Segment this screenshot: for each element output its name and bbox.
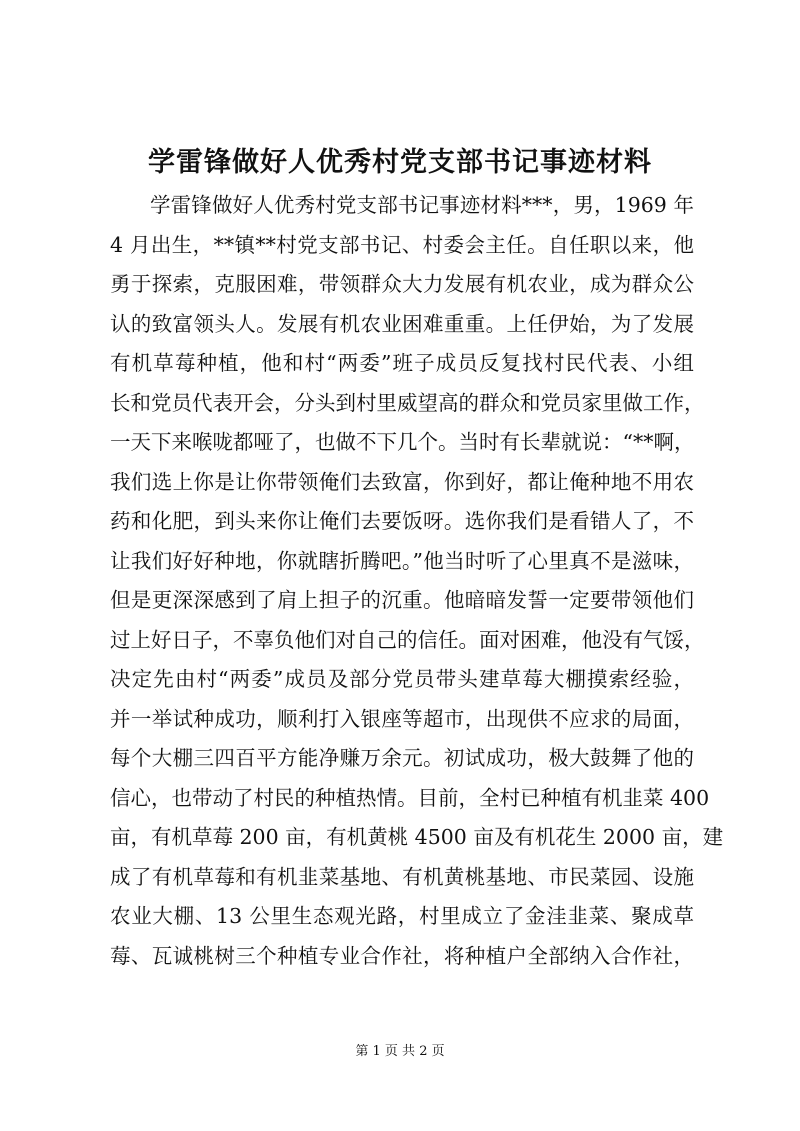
paragraph-line: 让我们好好种地，你就瞎折腾吧。”他当时听了心里真不是滋味，: [110, 548, 694, 573]
document-body: [110, 186, 724, 976]
paragraph-line: 农业大棚、13 公里生态观光路，村里成立了金洼韭菜、聚成草: [110, 904, 694, 928]
paragraph-line: 莓、瓦诚桃树三个种植专业合作社，将种植户全部纳入合作社，: [110, 943, 694, 968]
paragraph-line: 决定先由村“两委”成员及部分党员带头建草莓大棚摸索经验，: [110, 667, 694, 691]
paragraph-line: 认的致富领头人。发展有机农业困难重重。上任伊始，为了发展: [110, 311, 694, 336]
paragraph-line: 有机草莓种植，他和村“两委”班子成员反复找村民代表、小组: [110, 351, 694, 375]
paragraph-line: 信心，也带动了村民的种植热情。目前，全村已种植有机韭菜 400: [110, 785, 710, 810]
paragraph-line: 药和化肥，到头来你让俺们去要饭呀。选你我们是看错人了，不: [110, 509, 694, 533]
paragraph-line: 过上好日子，不辜负他们对自己的信任。面对困难，他没有气馁，: [110, 627, 705, 652]
paragraph-line: 亩，有机草莓 200 亩，有机黄桃 4500 亩及有机花生 2000 亩，建: [110, 825, 724, 849]
page-footer: 第 1 页 共 2 页: [355, 1044, 445, 1059]
paragraph-line: 但是更深深感到了肩上担子的沉重。他暗暗发誓一定要带领他们: [110, 588, 694, 612]
paragraph-line: 长和党员代表开会，分头到村里威望高的群众和党员家里做工作，: [110, 390, 705, 415]
paragraph-line: 成了有机草莓和有机韭菜基地、有机黄桃基地、市民菜园、设施: [110, 864, 694, 889]
paragraph-line: 并一举试种成功，顺利打入银座等超市，出现供不应求的局面，: [110, 706, 694, 731]
paragraph-line: 我们选上你是让你带领俺们去致富，你到好，都让俺种地不用农: [110, 469, 694, 494]
paragraph-line: 一天下来喉咙都哑了，也做不下几个。当时有长辈就说：“**啊，: [110, 430, 695, 454]
paragraph-line: 学雷锋做好人优秀村党支部书记事迹材料***，男，1969 年: [150, 193, 694, 217]
paragraph-line: 每个大棚三四百平方能净赚万余元。初试成功，极大鼓舞了他的: [110, 746, 694, 770]
paragraph-line: 4 月出生，**镇**村党支部书记、村委会主任。自任职以来，他: [110, 232, 694, 257]
document-title: 学雷锋做好人优秀村党支部书记事迹材料: [148, 147, 652, 178]
paragraph-line: 勇于探索，克服困难，带领群众大力发展有机农业，成为群众公: [110, 272, 694, 296]
